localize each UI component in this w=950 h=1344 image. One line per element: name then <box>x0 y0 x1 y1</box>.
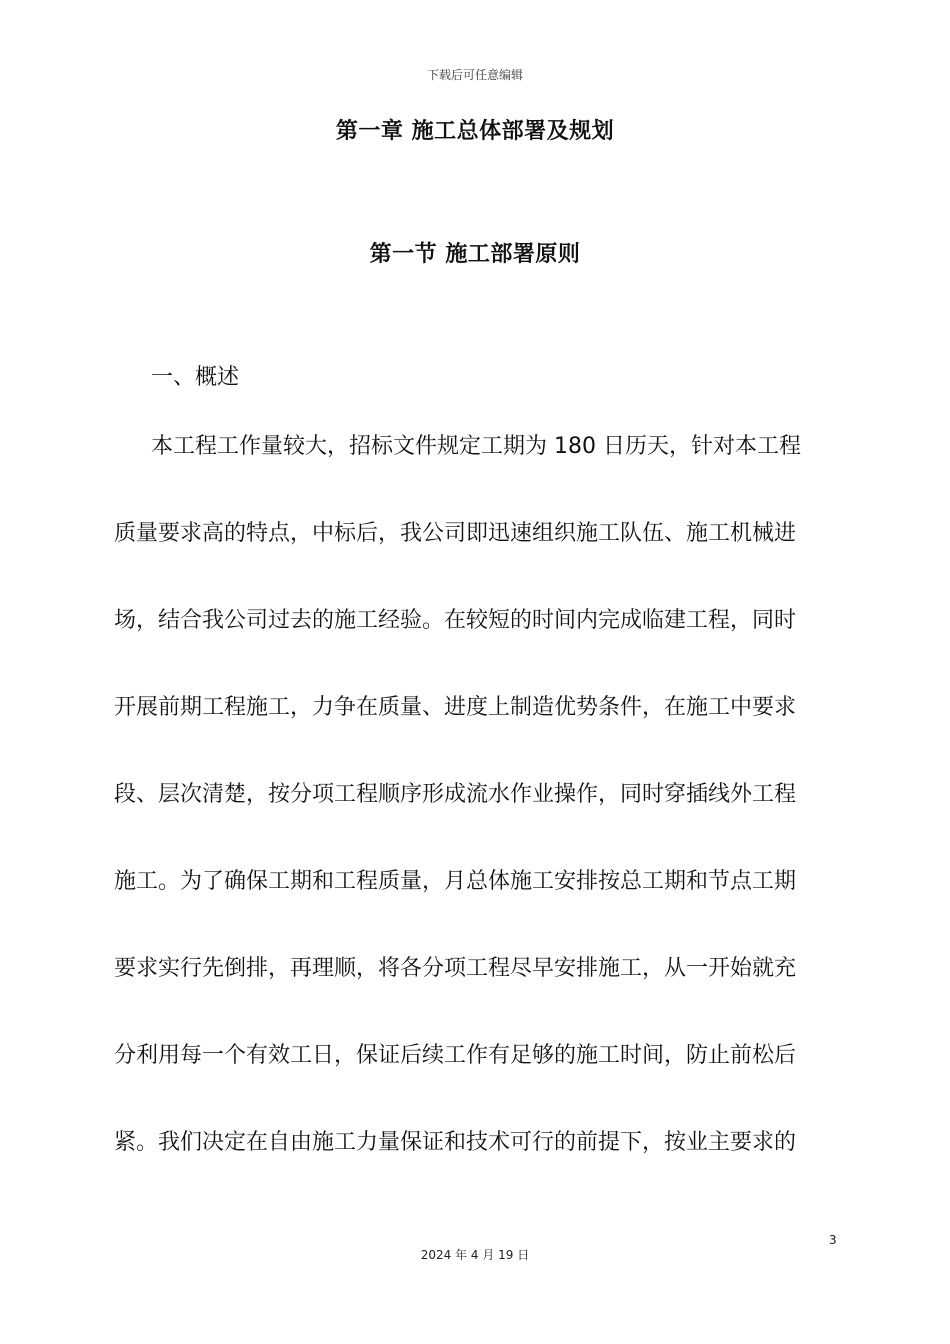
paragraph-line: 段、层次清楚，按分项工程顺序形成流水作业操作，同时穿插线外工程 <box>114 782 797 807</box>
paragraph-line: 开展前期工程施工，力争在质量、进度上制造优势条件，在施工中要求 <box>114 695 797 720</box>
header-note: 下载后可任意编辑 <box>426 68 523 82</box>
paragraph-line: 分利用每一个有效工日，保证后续工作有足够的施工时间，防止前松后 <box>114 1043 797 1068</box>
paragraph-line: 要求实行先倒排，再理顺，将各分项工程尽早安排施工，从一开始就充 <box>114 956 797 981</box>
section-title: 第一节 施工部署原则 <box>369 242 581 267</box>
paragraph-line: 施工。为了确保工期和工程质量，月总体施工安排按总工期和节点工期 <box>114 869 797 894</box>
subheading: 一、概述 <box>151 365 240 390</box>
paragraph-line: 质量要求高的特点，中标后，我公司即迅速组织施工队伍、施工机械进 <box>114 521 797 546</box>
chapter-title: 第一章 施工总体部署及规划 <box>335 119 615 144</box>
page-number: 3 <box>829 1233 837 1247</box>
paragraph-line: 紧。我们决定在自由施工力量保证和技术可行的前提下，按业主要求的 <box>114 1130 797 1155</box>
paragraph-line: 场，结合我公司过去的施工经验。在较短的时间内完成临建工程，同时 <box>114 608 797 633</box>
paragraph-line: 本工程工作量较大，招标文件规定工期为 180 日历天，针对本工程 <box>151 434 801 459</box>
footer-date: 2024 年 4 月 19 日 <box>420 1248 530 1262</box>
